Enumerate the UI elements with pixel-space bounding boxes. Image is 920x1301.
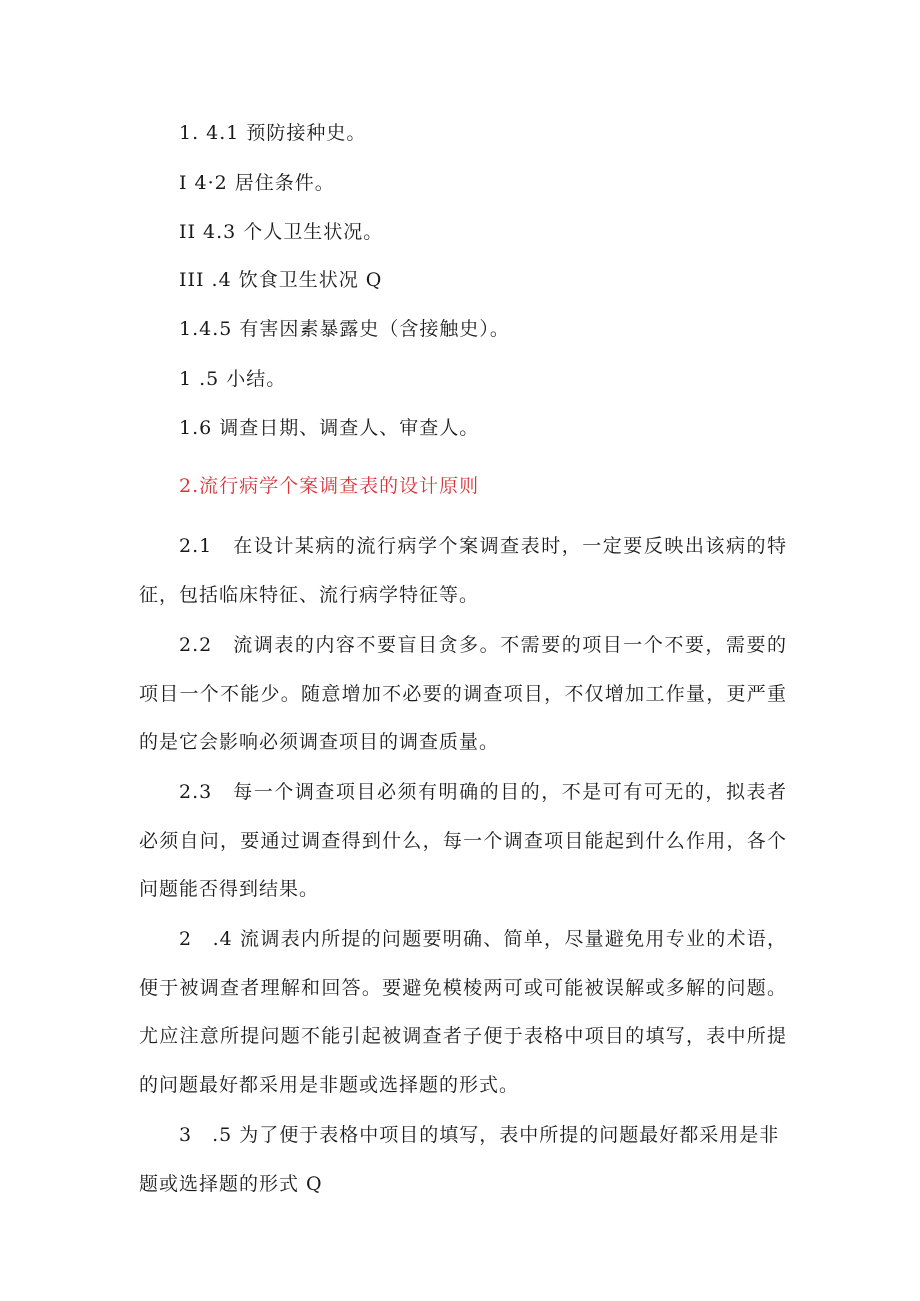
list-item-vaccination-history: 1. 4.1 预防接种史。 — [179, 122, 367, 144]
paragraph-2-4: 2 .4 流调表内所提的问题要明确、简单，尽量避免用专业的术语，便于被调查者理解和回答。要避免模棱两可或可能被误解或多解的问题。尤应注意所提问题不能引起被调查者子便于表格中项目的填写，表中所提的问题最好都采用是非题或选择题的形式。 — [139, 928, 787, 1096]
list-item-personal-hygiene: II 4.3 个人卫生状况。 — [179, 221, 384, 243]
paragraph-2-5: 3 .5 为了便于表格中项目的填写，表中所提的问题最好都采用是非题或选择题的形式 Q — [139, 1124, 780, 1195]
list-item-exposure-history: 1.4.5 有害因素暴露史（含接触史）。 — [179, 318, 510, 340]
list-item-living-conditions: I 4·2 居住条件。 — [179, 172, 335, 194]
paragraph-2-1: 2.1 在设计某病的流行病学个案调查表时，一定要反映出该病的特征，包括临床特征、流行病学特征等。 — [139, 535, 787, 606]
paragraph-2-3: 2.3 每一个调查项目必须有明确的目的，不是可有可无的，拟表者必须自问，要通过调查得到什么，每一个调查项目能起到什么作用，各个问题能否得到结果。 — [139, 781, 787, 900]
list-item-summary: 1 .5 小结。 — [179, 368, 287, 390]
list-item-food-hygiene: III .4 饮食卫生状况 Q — [179, 269, 383, 291]
list-item-survey-date: 1.6 调查日期、调查人、审查人。 — [179, 417, 480, 439]
section-heading: 2.流行病学个案调查表的设计原则 — [179, 475, 480, 497]
paragraph-2-2: 2.2 流调表的内容不要盲目贪多。不需要的项目一个不要，需要的项目一个不能少。随意增加不必要的调查项目，不仅增加工作量，更严重的是它会影响必须调查项目的调查质量。 — [139, 634, 787, 753]
